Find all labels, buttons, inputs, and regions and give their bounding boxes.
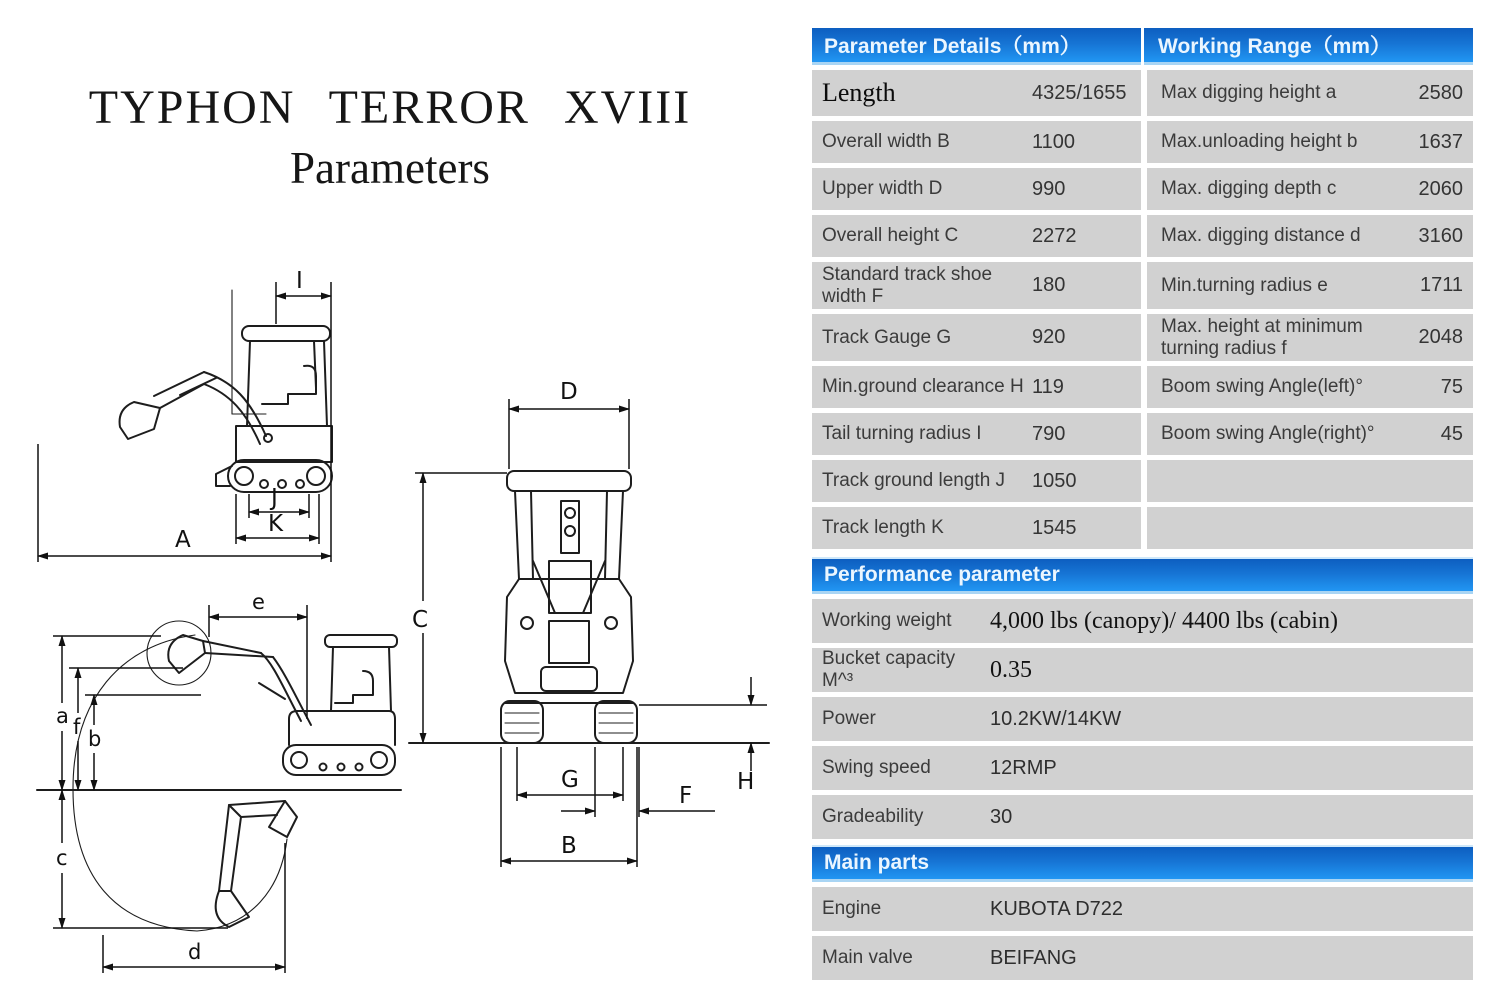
spec-cell [1147, 460, 1473, 502]
spec-value: 119 [1032, 375, 1064, 398]
spec-row [812, 70, 1473, 116]
main-parts-value: BEIFANG [990, 946, 1077, 969]
performance-label: Swing speed [822, 757, 931, 778]
spec-label: Track Gauge G [822, 326, 952, 348]
main-parts-label: Engine [822, 898, 882, 919]
main-parts-row [812, 887, 1473, 931]
spec-value: 45 [1440, 422, 1463, 445]
spec-cell [812, 168, 1141, 210]
working-range-header: Working Range（mm） [1144, 28, 1473, 65]
spec-cell [812, 262, 1141, 309]
spec-cell [1147, 507, 1473, 549]
dim-label-B: B [561, 833, 577, 859]
spec-cell [1147, 314, 1473, 361]
spec-row [812, 215, 1473, 257]
spec-value: 4325/1655 [1032, 81, 1127, 104]
spec-cell [1147, 413, 1473, 455]
parameter-details-header: Parameter Details（mm） [812, 28, 1141, 65]
spec-cell [1147, 262, 1473, 309]
spec-row [812, 366, 1473, 408]
spec-cell [1147, 215, 1473, 257]
spec-label: Overall height C [822, 225, 959, 247]
dim-label-G: G [561, 767, 579, 793]
spec-row [812, 314, 1473, 361]
page-title-line1: TYPHON TERROR XVIII [88, 81, 692, 134]
spec-label: Standard track shoe width F [822, 264, 993, 307]
spec-row [812, 413, 1473, 455]
excavator-side-view-drawing [120, 290, 332, 492]
spec-label: Max. height at minimum turning radius f [1161, 316, 1363, 359]
spec-cell [812, 121, 1141, 163]
spec-label: Length [822, 78, 896, 108]
dim-label-F: F [679, 783, 693, 809]
page-title-line2: Parameters [290, 143, 490, 193]
spec-label: Max. digging depth c [1161, 178, 1337, 200]
spec-value: 990 [1032, 177, 1066, 200]
main-parts-label: Main valve [822, 947, 913, 968]
spec-label: Tail turning radius I [822, 423, 982, 445]
main-parts-header: Main parts [812, 845, 1473, 882]
performance-row [812, 599, 1473, 643]
spec-cell [1147, 168, 1473, 210]
side-view-dimensions [38, 268, 331, 562]
spec-cell [812, 70, 1141, 116]
performance-value: 30 [990, 805, 1013, 828]
spec-cell [1147, 121, 1473, 163]
spec-value: 1711 [1419, 274, 1463, 296]
spec-label: Boom swing Angle(left)° [1161, 376, 1363, 398]
dim-label-b: b [88, 727, 102, 751]
spec-label: Min.turning radius e [1161, 274, 1328, 296]
dim-label-f: f [73, 715, 81, 739]
dim-label-I: I [296, 268, 303, 294]
dim-label-c: c [56, 846, 68, 870]
working-range-dimensions [53, 591, 307, 973]
spec-value: 790 [1032, 422, 1066, 445]
spec-table-header [812, 28, 1473, 65]
spec-label: Track ground length J [822, 470, 1006, 492]
spec-label: Max. digging distance d [1161, 225, 1361, 247]
main-parts-value: KUBOTA D722 [990, 897, 1124, 920]
spec-row [812, 507, 1473, 549]
front-view-diagram [403, 361, 775, 887]
performance-value: 10.2KW/14KW [990, 707, 1122, 730]
performance-header: Performance parameter [812, 557, 1473, 594]
spec-value: 2580 [1418, 81, 1463, 104]
dim-label-C: C [412, 607, 429, 633]
dim-label-e: e [252, 591, 265, 614]
dim-label-a: a [56, 704, 69, 728]
spec-value: 2272 [1032, 224, 1077, 247]
spec-cell [812, 314, 1141, 361]
spec-value: 180 [1032, 274, 1066, 296]
spec-cell [812, 460, 1141, 502]
performance-label: Working weight [822, 610, 952, 631]
performance-row [812, 746, 1473, 790]
performance-label: Bucket capacity M^³ [822, 648, 956, 691]
spec-row [812, 168, 1473, 210]
spec-value: 3160 [1418, 224, 1463, 247]
spec-cell [1147, 366, 1473, 408]
spec-row [812, 121, 1473, 163]
dim-label-D: D [560, 379, 578, 405]
performance-label: Gradeability [822, 806, 924, 827]
main-parts-row [812, 936, 1473, 980]
performance-label: Power [822, 708, 876, 729]
performance-row [812, 795, 1473, 839]
dim-label-d: d [188, 940, 202, 964]
spec-value: 1050 [1032, 469, 1077, 492]
spec-value: 1637 [1418, 130, 1463, 153]
spec-panel [812, 28, 1473, 980]
performance-value: 4,000 lbs (canopy)/ 4400 lbs (cabin) [990, 607, 1338, 634]
spec-label: Overall width B [822, 131, 950, 153]
performance-row [812, 697, 1473, 741]
spec-value: 1545 [1032, 516, 1077, 539]
spec-value: 2060 [1418, 177, 1463, 200]
spec-value: 920 [1032, 326, 1066, 348]
dim-label-K: K [268, 511, 284, 537]
spec-label: Max digging height a [1161, 82, 1337, 104]
spec-label: Min.ground clearance H [822, 376, 1024, 398]
spec-label: Track length K [822, 517, 944, 539]
excavator-front-view-drawing [409, 471, 769, 743]
dim-label-A: A [175, 527, 191, 553]
spec-row [812, 460, 1473, 502]
performance-value: 12RMP [990, 756, 1057, 779]
working-range-diagram [33, 591, 407, 1000]
spec-value: 2048 [1418, 326, 1463, 348]
page-title [0, 81, 780, 193]
spec-label: Boom swing Angle(right)° [1161, 423, 1375, 445]
spec-row [812, 262, 1473, 309]
spec-cell [812, 366, 1141, 408]
spec-label: Max.unloading height b [1161, 131, 1358, 153]
performance-row [812, 648, 1473, 692]
spec-value: 1100 [1032, 130, 1076, 153]
performance-value: 0.35 [990, 656, 1032, 683]
spec-value: 75 [1440, 375, 1463, 398]
dim-label-H: H [737, 769, 755, 795]
dim-label-J: J [271, 485, 278, 511]
spec-cell [812, 507, 1141, 549]
spec-cell [812, 215, 1141, 257]
spec-cell [1147, 70, 1473, 116]
side-view-diagram [20, 266, 346, 588]
spec-cell [812, 413, 1141, 455]
spec-label: Upper width D [822, 178, 943, 200]
